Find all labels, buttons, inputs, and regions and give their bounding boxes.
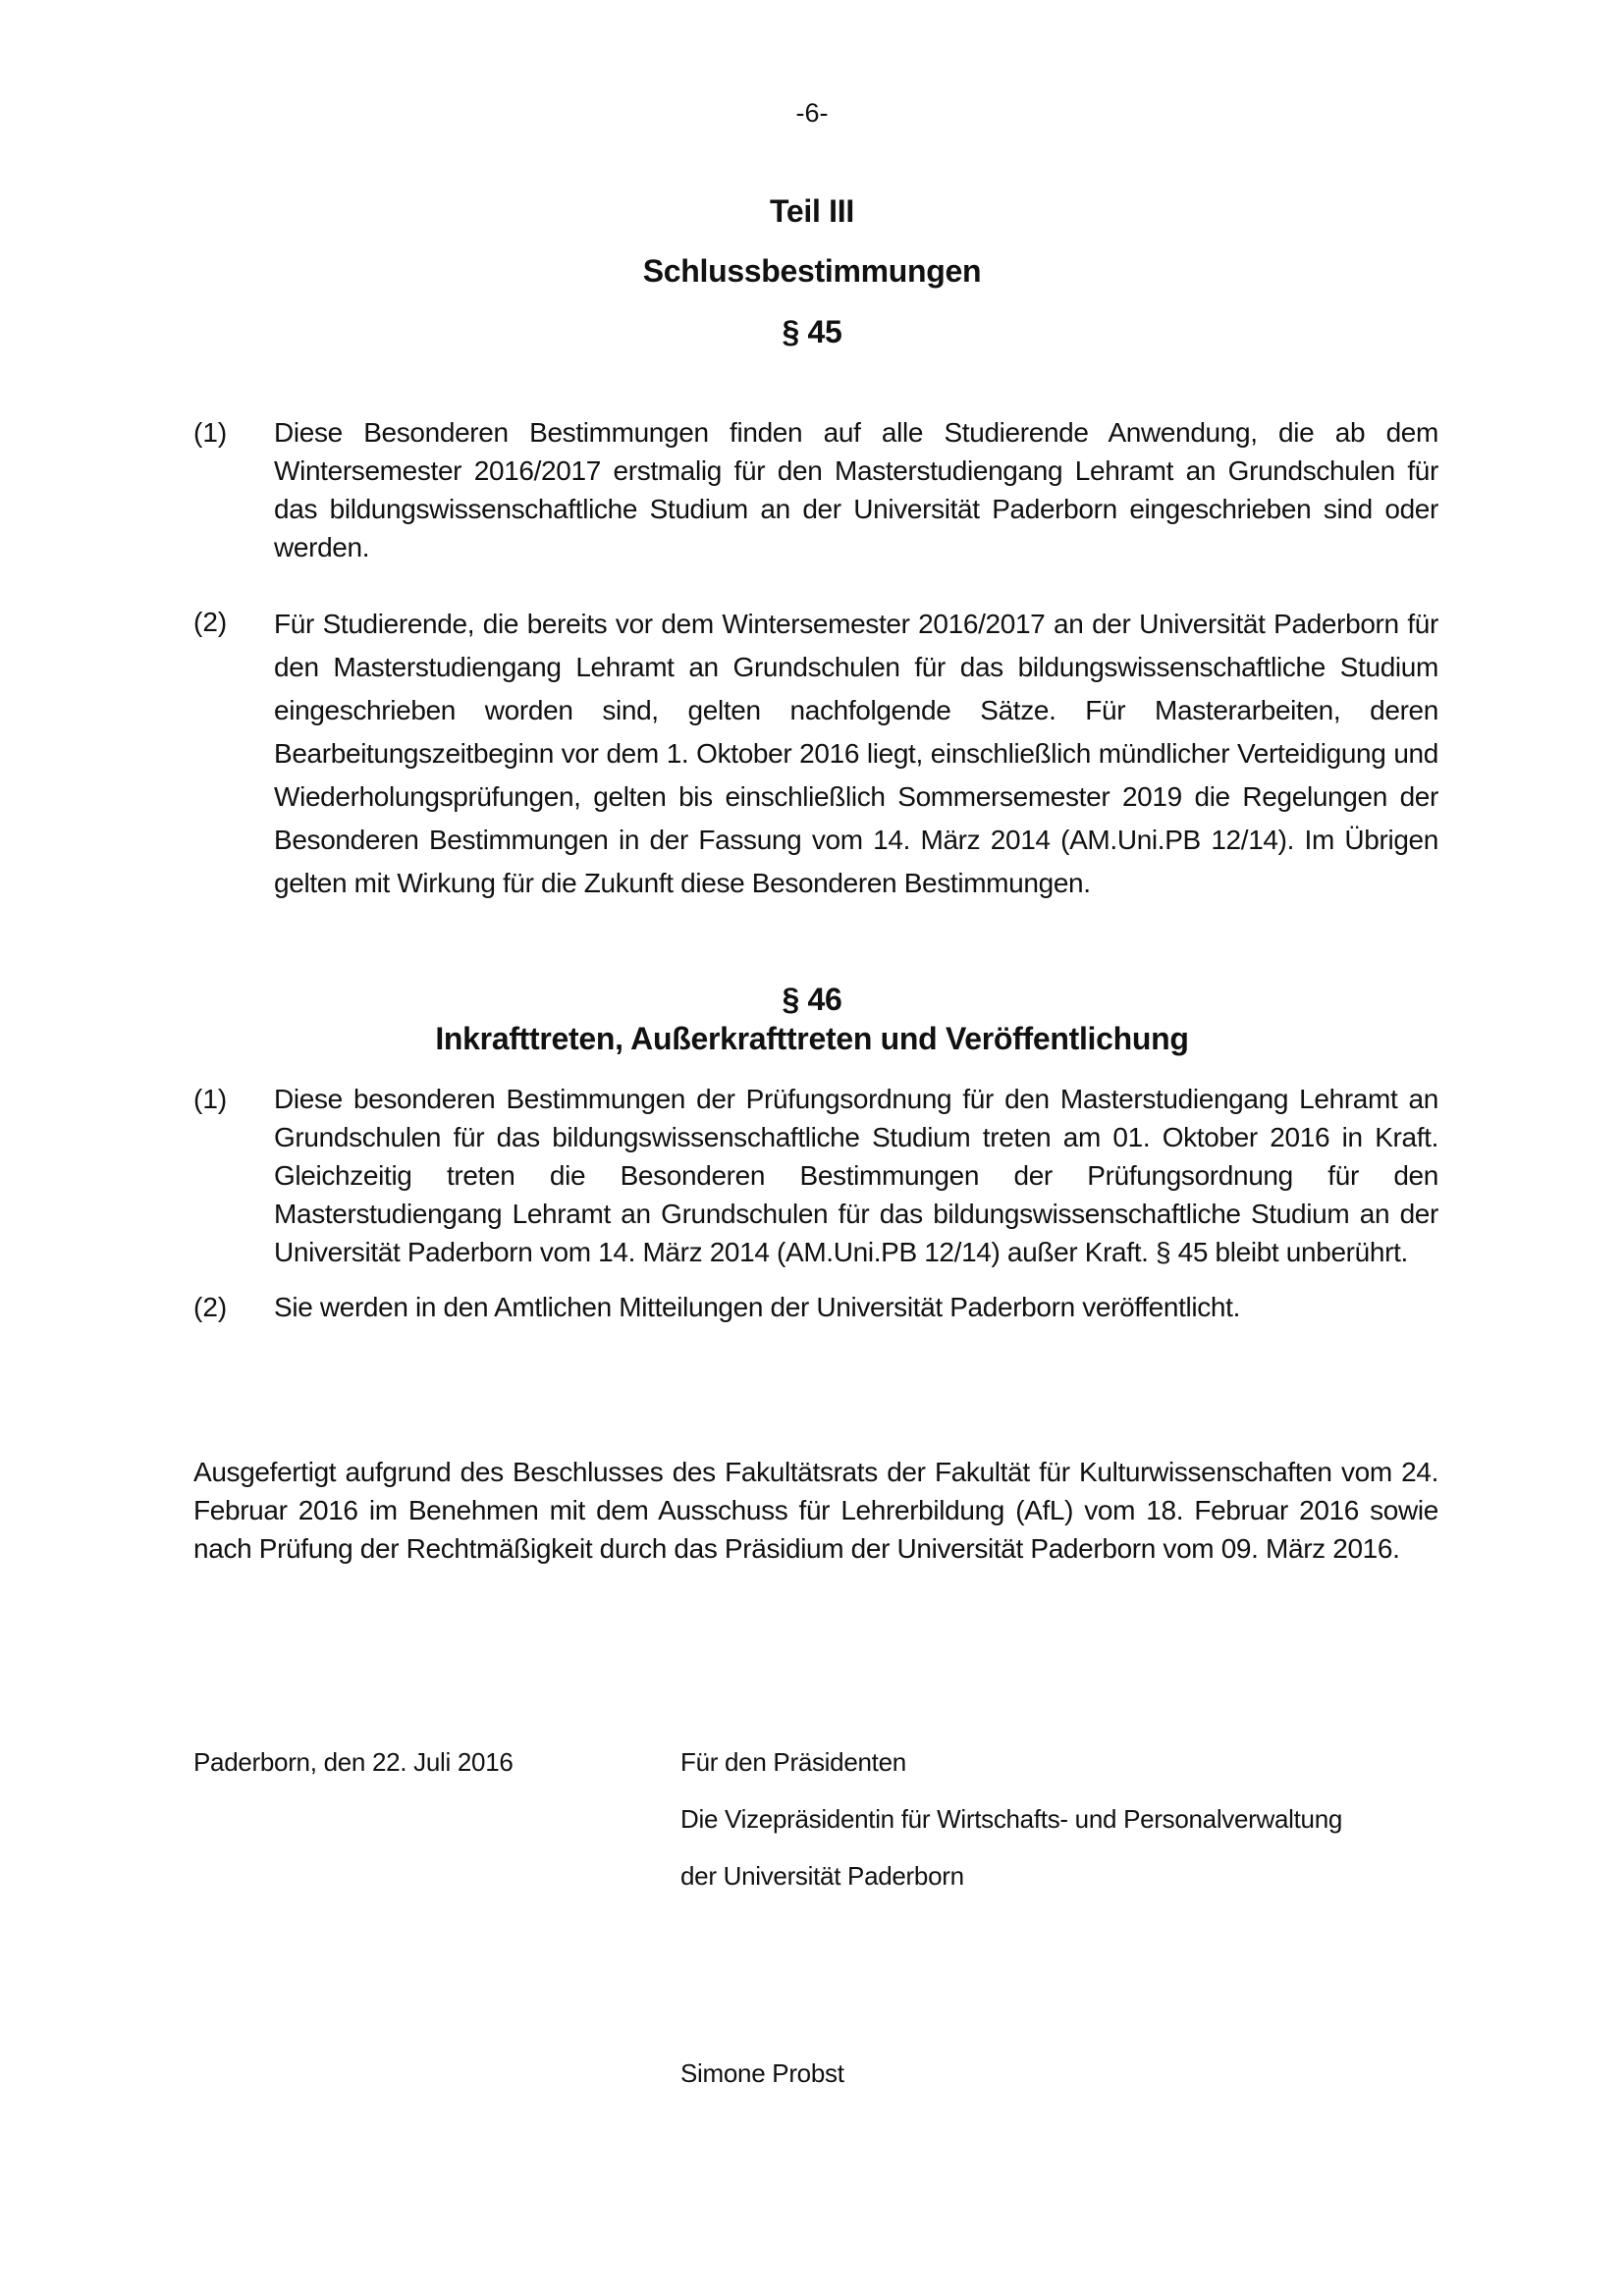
section-46-clause-2 — [193, 1288, 1438, 1326]
section-45-heading: § 45 — [782, 314, 842, 349]
page-number: -6- — [795, 98, 829, 128]
clause-number: (2) — [193, 607, 228, 637]
section-46-title: Inkrafttreten, Außerkrafttreten und Veröffentlichung — [435, 1021, 1189, 1056]
clause-number: (1) — [193, 417, 228, 448]
enactment-statement: Ausgefertigt aufgrund des Beschlusses des Fakultätsrats der Fakultät für Kulturwissenschaften vom 24. Februar 2016 im Benehmen mit dem Ausschuss für Lehrerbildung (AfL) vom 18. Februar 2016 sowie nach Prüfung der Rechtmäßigkeit durch das Präsidium der Universität Paderborn vom 09. März 2016. — [193, 1457, 1438, 1564]
signature-line-1: Für den Präsidenten — [680, 1747, 906, 1777]
clause-number: (2) — [193, 1292, 228, 1322]
signatory-name: Simone Probst — [680, 2058, 844, 2088]
clause-text: Für Studierende, die bereits vor dem Wintersemester 2016/2017 an der Universität Paderborn für den Masterstudiengang Lehramt an Grundschulen für das bildungswissenschaftliche Studium eingeschrieben worden sind, gelten nachfolgende Sätze. Für Masterarbeiten, deren Bearbeitungszeitbeginn vor dem 1. Oktober 2016 liegt, einschließlich mündlicher Verteidigung und Wiederholungsprüfungen, gelten bis einschließlich Sommersemester 2019 die Regelungen der Besonderen Bestimmungen in der Fassung vom 14. März 2014 (AM.Uni.PB 12/14). Im Übrigen gelten mit Wirkung für die Zukunft diese Besonderen Bestimmungen. — [274, 609, 1438, 898]
signature-line-2: Die Vizepräsidentin für Wirtschafts- und Personalverwaltung — [680, 1804, 1343, 1834]
clause-text: Diese besonderen Bestimmungen der Prüfungsordnung für den Masterstudiengang Lehramt an Grundschulen für das bildungswissenschaftliche Studium treten am 01. Oktober 2016 in Kraft. Gleichzeitig treten die Besonderen Bestimmungen der Prüfungsordnung für den Masterstudiengang Lehramt an Grundschulen für das bildungswissenschaftliche Studium an der Universität Paderborn vom 14. März 2014 (AM.Uni.PB 12/14) außer Kraft. § 45 bleibt unberührt. — [274, 1084, 1438, 1267]
clause-text: Sie werden in den Amtlichen Mitteilungen der Universität Paderborn veröffentlicht. — [274, 1292, 1241, 1322]
section-45-clause-1 — [193, 413, 1438, 566]
section-46-clause-1 — [193, 1080, 1438, 1271]
clause-text: Diese Besonderen Bestimmungen finden auf alle Studierende Anwendung, die ab dem Wintersemester 2016/2017 erstmalig für den Masterstudiengang Lehramt an Grundschulen für das bildungswissenschaftliche Studium an der Universität Paderborn eingeschrieben sind oder werden. — [274, 417, 1438, 562]
part-subtitle: Schlussbestimmungen — [642, 253, 982, 289]
part-title: Teil III — [770, 193, 854, 229]
place-date: Paderborn, den 22. Juli 2016 — [193, 1747, 514, 1777]
section-45-clause-2 — [193, 603, 1438, 905]
clause-number: (1) — [193, 1084, 228, 1114]
section-46-heading: § 46 — [782, 982, 842, 1017]
signature-line-3: der Universität Paderborn — [680, 1861, 964, 1891]
